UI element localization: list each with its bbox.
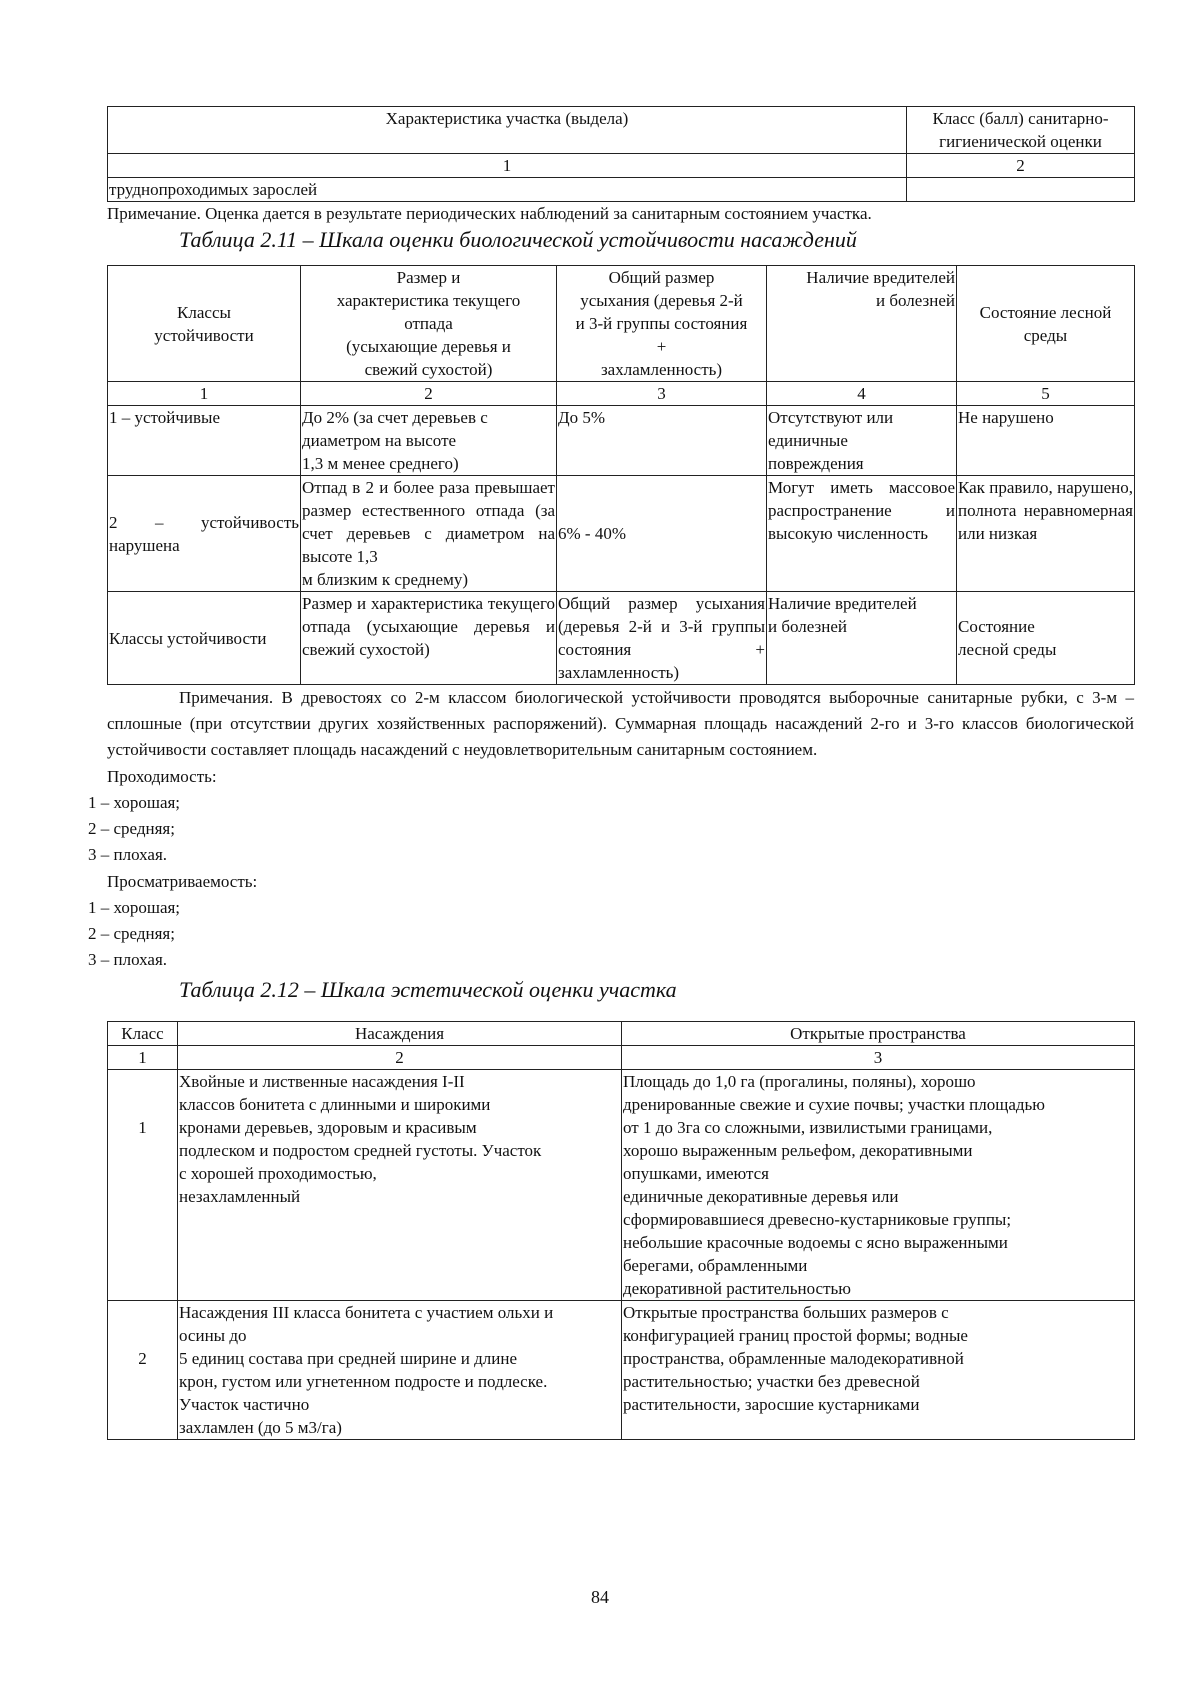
- table-row: [108, 592, 1135, 685]
- header-total-dieback: Общий размер усыхания (деревья 2-й и 3-й группы состояния + захламленность): [557, 266, 767, 382]
- passability-list: [88, 790, 1115, 868]
- caption-table-2-12: Таблица 2.12 – Шкала эстетической оценки участка: [179, 977, 677, 1002]
- table-cell: Состояние лесной среды: [957, 592, 1135, 685]
- table-row: [108, 1070, 1135, 1301]
- table-cell: До 5%: [557, 406, 767, 476]
- table-number-row: [108, 382, 1135, 406]
- table-cell: 2 – устойчивость нарушена: [108, 476, 301, 592]
- table-header-row: [108, 107, 1135, 154]
- visibility-title: Просматриваемость:: [107, 872, 258, 891]
- note-sanitary: Примечание. Оценка дается в результате периодических наблюдений за санитарным состоянием участка.: [107, 204, 872, 223]
- col-number: 2: [301, 382, 557, 406]
- table-cell: Общий размер усыхания (деревья 2-й и 3-й группы состояния + захламленность): [557, 592, 767, 685]
- col-number: 5: [957, 382, 1135, 406]
- list-item: 3 – плохая.: [88, 950, 168, 969]
- table-cell: Как правило, нарушено, полнота неравномерная или низкая: [957, 476, 1135, 592]
- list-item: 2 – средняя;: [88, 924, 175, 943]
- col-number: 1: [108, 1046, 178, 1070]
- table-row: [108, 476, 1135, 592]
- visibility-list: [88, 895, 1115, 973]
- header-class: Класс: [108, 1022, 178, 1046]
- col-number: 2: [907, 154, 1135, 178]
- list-item: 1 – хорошая;: [88, 793, 181, 812]
- table-cell: Не нарушено: [957, 406, 1135, 476]
- table-number-row: [108, 154, 1135, 178]
- table-cell: Насаждения III класса бонитета с участием ольхи и осины до 5 единиц состава при средней ширине и длине крон, густом или угнетенном подросте и подлеске. Участок частично захламлен (до 5 м3/га): [178, 1301, 622, 1440]
- header-plantings: Насаждения: [178, 1022, 622, 1046]
- table-sanitary-continuation: [107, 106, 1135, 202]
- col-number: 1: [108, 382, 301, 406]
- table-cell: 6% - 40%: [557, 476, 767, 592]
- table-cell: 1: [108, 1070, 178, 1301]
- table-cell: До 2% (за счет деревьев с диаметром на высоте 1,3 м менее среднего): [301, 406, 557, 476]
- table-row: [108, 1301, 1135, 1440]
- header-stability-class: Классы устойчивости: [108, 266, 301, 382]
- table-header-row: [108, 266, 1135, 382]
- table-cell: 1 – устойчивые: [108, 406, 301, 476]
- table-2-12: [107, 1021, 1135, 1440]
- table-cell: Наличие вредителей и болезней: [767, 592, 957, 685]
- header-dieback: Размер и характеристика текущего отпада (усыхающие деревья и свежий сухостой): [301, 266, 557, 382]
- table-number-row: [108, 1046, 1135, 1070]
- table-cell: Отпад в 2 и более раза превышает размер естественного отпада (за счет деревьев с диаметром на высоте 1,3 м близким к среднему): [301, 476, 557, 592]
- table-cell: Открытые пространства больших размеров с конфигурацией границ простой формы; водные пространства, обрамленные малодекоративной растительностью; участки без древесной растительности, заросшие кустарниками: [622, 1301, 1135, 1440]
- table-cell: Хвойные и лиственные насаждения I-II классов бонитета с длинными и широкими кронами деревьев, здоровым и красивым подлеском и подростом средней густоты. Участок с хорошей проходимостью, незахламленный: [178, 1070, 622, 1301]
- table-cell: Площадь до 1,0 га (прогалины, поляны), хорошо дренированные свежие и сухие почвы; участки площадью от 1 до 3га со сложными, извилистыми границами, хорошо выраженным рельефом, декоративными опушками, имеются единичные декоративные деревья или сформировавшиеся древесно-кустарниковые группы; небольшие красочные водоемы с ясно выраженными берегами, обрамленными декоративной растительностью: [622, 1070, 1135, 1301]
- col-number: 3: [622, 1046, 1135, 1070]
- list-item: 1 – хорошая;: [88, 898, 181, 917]
- note-stability: Примечания. В древостоях со 2-м классом биологической устойчивости проводятся выборочные санитарные рубки, с 3-м – сплошные (при отсутствии других хозяйственных распоряжений). Суммарная площадь насаждений 2-го и 3-го классов биологической устойчивости составляет площадь насаждений с неудовлетворительным санитарным состоянием.: [107, 688, 1134, 759]
- table-cell: Классы устойчивости: [108, 592, 301, 685]
- caption-table-2-11: Таблица 2.11 – Шкала оценки биологической устойчивости насаждений: [179, 227, 857, 252]
- table-cell: [907, 178, 1135, 202]
- col-number: 2: [178, 1046, 622, 1070]
- document-page: [88, 106, 1134, 1440]
- table-cell: Размер и характеристика текущего отпада (усыхающие деревья и свежий сухостой): [301, 592, 557, 685]
- header-pests: Наличие вредителей и болезней: [767, 266, 957, 382]
- table-cell: 2: [108, 1301, 178, 1440]
- header-class: Класс (балл) санитарно- гигиенической оценки: [907, 107, 1135, 154]
- passability-title: Проходимость:: [107, 767, 217, 786]
- table-2-11: [107, 265, 1135, 685]
- table-cell: труднопроходимых зарослей: [108, 178, 907, 202]
- list-item: 2 – средняя;: [88, 819, 175, 838]
- table-header-row: [108, 1022, 1135, 1046]
- header-characteristic: Характеристика участка (выдела): [108, 107, 907, 154]
- list-item: 3 – плохая.: [88, 845, 168, 864]
- col-number: 1: [108, 154, 907, 178]
- header-open-spaces: Открытые пространства: [622, 1022, 1135, 1046]
- table-row: [108, 178, 1135, 202]
- table-row: [108, 406, 1135, 476]
- header-environment: Состояние лесной среды: [957, 266, 1135, 382]
- col-number: 3: [557, 382, 767, 406]
- page-number: 84: [591, 1587, 609, 1607]
- table-cell: Могут иметь массовое распространение и высокую численность: [767, 476, 957, 592]
- table-cell: Отсутствуют или единичные повреждения: [767, 406, 957, 476]
- col-number: 4: [767, 382, 957, 406]
